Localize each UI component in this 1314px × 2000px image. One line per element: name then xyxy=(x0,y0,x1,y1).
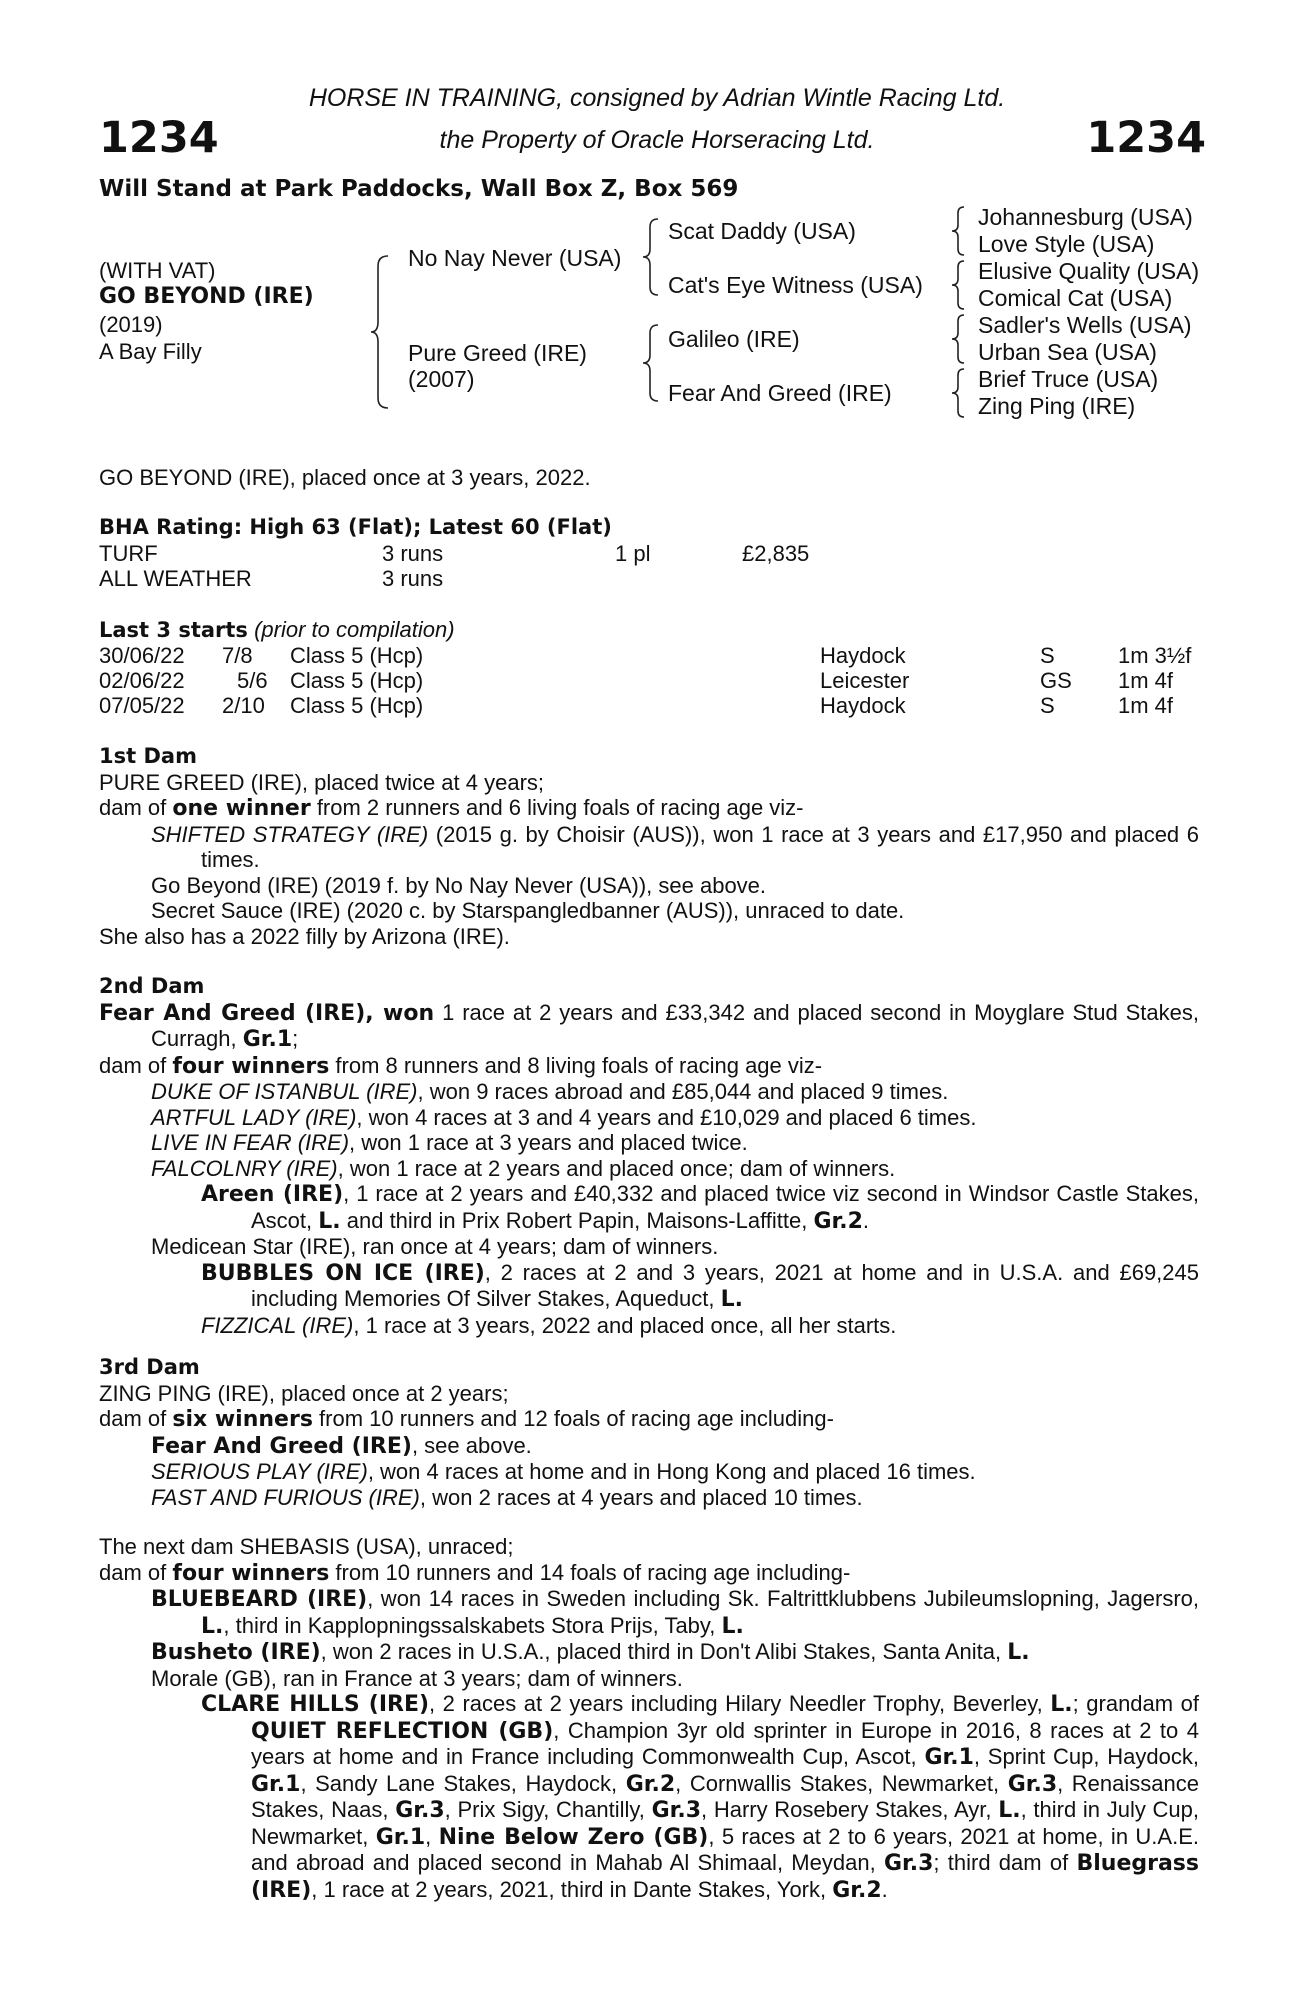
rating-runs: 3 runs xyxy=(382,541,444,566)
pedigree-dsd: Urban Sea (USA) xyxy=(978,339,1157,365)
consignor-line: HORSE IN TRAINING, consigned by Adrian Wintle Racing Ltd. xyxy=(308,84,1006,112)
pedigree-dam-sire: Galileo (IRE) xyxy=(668,326,800,352)
horse-name: GO BEYOND (IRE) xyxy=(99,284,314,309)
pedigree-sire: No Nay Never (USA) xyxy=(408,245,622,271)
section-title: 1st Dam xyxy=(99,744,197,768)
lot-number-left: 1234 xyxy=(99,113,219,163)
last-starts-heading: Last 3 starts (prior to compilation) xyxy=(99,617,455,642)
lot-number-right: 1234 xyxy=(1086,113,1206,163)
pedigree-brace-4 xyxy=(950,204,970,258)
pedigree-brace-6 xyxy=(950,312,970,366)
pedigree-sds: Elusive Quality (USA) xyxy=(978,258,1200,284)
race-summary: GO BEYOND (IRE), placed once at 3 years, 2022. xyxy=(99,465,591,490)
rating-surface: ALL WEATHER xyxy=(99,566,252,591)
pedigree-brace-5 xyxy=(950,258,970,312)
pedigree-dam-dam: Fear And Greed (IRE) xyxy=(668,380,892,406)
pedigree-brace-7 xyxy=(950,366,970,420)
pedigree-sire-sire: Scat Daddy (USA) xyxy=(668,218,856,244)
pedigree-dss: Sadler's Wells (USA) xyxy=(978,312,1192,338)
pedigree-brace-1 xyxy=(370,252,400,412)
location-line: Will Stand at Park Paddocks, Wall Box Z, Box 569 xyxy=(99,176,739,202)
pedigree-sire-dam: Cat's Eye Witness (USA) xyxy=(668,272,923,298)
fourth-dam-section: The next dam SHEBASIS (USA), unraced; dam of four winners from 10 runners and 14 foals of racing age including- BLUEBEARD (IRE), won 14 races in Sweden including Sk. Faltrittklubbens Jubileumslopning, Jagersro, L., third in Kapplopningssalskabets Stora Prijs, Taby, L. Busheto (IRE), won 2 races in U.S.A., placed third in Don't Alibi Stakes, Santa Anita, L. Morale (GB), ran in France at 3 years; dam of winners. CLARE HILLS (IRE), 2 races at 2 years including Hilary Needler Trophy, Beverley, L.; grandam of QUIET REFLECTION (GB), Champion 3yr old sprinter in Europe in 2016, 8 races at 2 to 4 years at home and in France including Commonwealth Cup, Ascot, Gr.1, Sprint Cup, Haydock, Gr.1, Sandy Lane Stakes, Haydock, Gr.2, Cornwallis Stakes, Newmarket, Gr.3, Renaissance Stakes, Naas, Gr.3, Prix Sigy, Chantilly, Gr.3, Harry Rosebery Stakes, Ayr, L., third in July Cup, Newmarket, Gr.1, Nine Below Zero (GB), 5 races at 2 to 6 years, 2021 at home, in U.A.E. and abroad and placed second in Mahab Al Shimaal, Meydan, Gr.3; third dam of Bluegrass (IRE), 1 race at 2 years, 2021, third in Dante Stakes, York, Gr.2. xyxy=(99,1534,1200,1903)
pedigree-dam-year: (2007) xyxy=(408,366,475,392)
pedigree-dds: Brief Truce (USA) xyxy=(978,366,1159,392)
second-dam-section: 2nd Dam Fear And Greed (IRE), won 1 race at 2 years and £33,342 and placed second in Moyglare Stud Stakes, Curragh, Gr.1; dam of four winners from 8 runners and 8 living foals of racing age viz- DUKE OF ISTANBUL (IRE), won 9 races abroad and £85,044 and placed 9 times. ARTFUL LADY (IRE), won 4 races at 3 and 4 years and £10,029 and placed 6 times. LIVE IN FEAR (IRE), won 1 race at 3 years and placed twice. FALCOLNRY (IRE), won 1 race at 2 years and placed once; dam of winners. Areen (IRE), 1 race at 2 years and £40,332 and placed twice viz second in Windsor Castle Stakes, Ascot, L. and third in Prix Robert Papin, Maisons-Laffitte, Gr.2. Medicean Star (IRE), ran once at 4 years; dam of winners. BUBBLES ON ICE (IRE), 2 races at 2 and 3 years, 2021 at home and in U.S.A. and £69,245 including Memories Of Silver Stakes, Aqueduct, L. FIZZICAL (IRE), 1 race at 3 years, 2022 and placed once, all her starts. xyxy=(99,974,1200,1338)
pedigree-dam: Pure Greed (IRE) xyxy=(408,340,587,366)
third-dam-section: 3rd Dam ZING PING (IRE), placed once at 2 years; dam of six winners from 10 runners and 12 foals of racing age including- Fear And Greed (IRE), see above. SERIOUS PLAY (IRE), won 4 races at home and in Hong Kong and placed 16 times. FAST AND FURIOUS (IRE), won 2 races at 4 years and placed 10 times. xyxy=(99,1355,1199,1510)
pedigree-brace-3 xyxy=(642,322,666,404)
rating-prize: £2,835 xyxy=(742,541,810,566)
pedigree-sdd: Comical Cat (USA) xyxy=(978,285,1173,311)
vat-note: (WITH VAT) xyxy=(99,258,216,283)
pedigree-sss: Johannesburg (USA) xyxy=(978,204,1193,230)
property-line: the Property of Oracle Horseracing Ltd. xyxy=(439,126,875,154)
pedigree-ssd: Love Style (USA) xyxy=(978,231,1155,257)
horse-year: (2019) xyxy=(99,312,163,337)
pedigree-ddd: Zing Ping (IRE) xyxy=(978,393,1136,419)
rating-runs: 3 runs xyxy=(382,566,444,591)
pedigree-brace-2 xyxy=(642,216,666,298)
bha-rating: BHA Rating: High 63 (Flat); Latest 60 (Flat) xyxy=(99,515,612,539)
section-title: 2nd Dam xyxy=(99,974,205,998)
section-title: 3rd Dam xyxy=(99,1355,200,1379)
rating-placed: 1 pl xyxy=(615,541,651,566)
rating-surface: TURF xyxy=(99,541,158,566)
first-dam-section: 1st Dam PURE GREED (IRE), placed twice at 4 years; dam of one winner from 2 runners and 6 living foals of racing age viz- SHIFTED STRATEGY (IRE) (2015 g. by Choisir (AUS)), won 1 race at 3 years and £17,950 and placed 6 times. Go Beyond (IRE) (2019 f. by No Nay Never (USA)), see above. Secret Sauce (IRE) (2020 c. by Starspangledbanner (AUS)), unraced to date. She also has a 2022 filly by Arizona (IRE). xyxy=(99,744,1199,949)
horse-description: A Bay Filly xyxy=(99,339,202,364)
